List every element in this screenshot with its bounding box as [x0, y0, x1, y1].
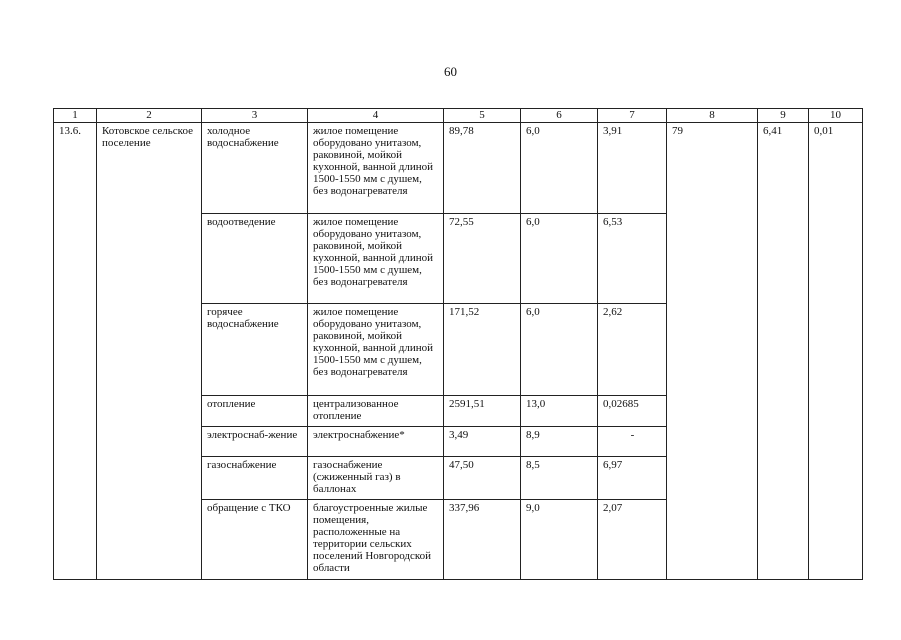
description-cell: газоснабжение (сжиженный газ) в баллонах: [308, 457, 444, 500]
value-cell: 171,52: [444, 304, 521, 396]
header-cell: 3: [202, 109, 308, 123]
item-number: 13.6.: [54, 123, 97, 580]
header-cell: 1: [54, 109, 97, 123]
value-cell: 6,53: [598, 214, 667, 304]
value-cell: 72,55: [444, 214, 521, 304]
description-cell: централизованное отопление: [308, 396, 444, 427]
settlement-name: Котовское сельское поселение: [97, 123, 202, 580]
value-cell: 9,0: [521, 500, 598, 580]
service-cell: горячее водоснабжение: [202, 304, 308, 396]
header-cell: 2: [97, 109, 202, 123]
value-cell: 47,50: [444, 457, 521, 500]
header-cell: 5: [444, 109, 521, 123]
service-cell: газоснабжение: [202, 457, 308, 500]
value-cell: 3,91: [598, 123, 667, 214]
value-cell: -: [598, 427, 667, 457]
service-cell: отопление: [202, 396, 308, 427]
value-cell: 79: [667, 123, 758, 580]
page-number: 60: [444, 64, 457, 79]
value-cell: 6,0: [521, 304, 598, 396]
header-cell: 10: [809, 109, 863, 123]
header-row: [54, 109, 863, 123]
service-cell: водоотведение: [202, 214, 308, 304]
tariff-table: [53, 108, 863, 580]
value-cell: 0,01: [809, 123, 863, 580]
description-cell: жилое помещение оборудовано унитазом, раковиной, мойкой кухонной, ванной длиной 1500-1550 мм с душем, без водонагревателя: [308, 123, 444, 214]
value-cell: 3,49: [444, 427, 521, 457]
value-cell: 8,9: [521, 427, 598, 457]
service-cell: холодное водоснабжение: [202, 123, 308, 214]
value-cell: 0,02685: [598, 396, 667, 427]
value-cell: 8,5: [521, 457, 598, 500]
service-cell: обращение с ТКО: [202, 500, 308, 580]
value-cell: 6,0: [521, 214, 598, 304]
header-cell: 6: [521, 109, 598, 123]
value-cell: 337,96: [444, 500, 521, 580]
table-row: [54, 123, 863, 214]
value-cell: 6,0: [521, 123, 598, 214]
service-cell: электроснаб-жение: [202, 427, 308, 457]
header-cell: 8: [667, 109, 758, 123]
header-cell: 9: [758, 109, 809, 123]
description-cell: благоустроенные жилые помещения, расположенные на территории сельских поселений Новгородской области: [308, 500, 444, 580]
description-cell: электроснабжение*: [308, 427, 444, 457]
description-cell: жилое помещение оборудовано унитазом, раковиной, мойкой кухонной, ванной длиной 1500-1550 мм с душем, без водонагревателя: [308, 214, 444, 304]
description-cell: жилое помещение оборудовано унитазом, раковиной, мойкой кухонной, ванной длиной 1500-1550 мм с душем, без водонагревателя: [308, 304, 444, 396]
value-cell: 2,62: [598, 304, 667, 396]
header-cell: 7: [598, 109, 667, 123]
value-cell: 6,41: [758, 123, 809, 580]
value-cell: 89,78: [444, 123, 521, 214]
header-cell: 4: [308, 109, 444, 123]
value-cell: 13,0: [521, 396, 598, 427]
value-cell: 6,97: [598, 457, 667, 500]
value-cell: 2591,51: [444, 396, 521, 427]
value-cell: 2,07: [598, 500, 667, 580]
